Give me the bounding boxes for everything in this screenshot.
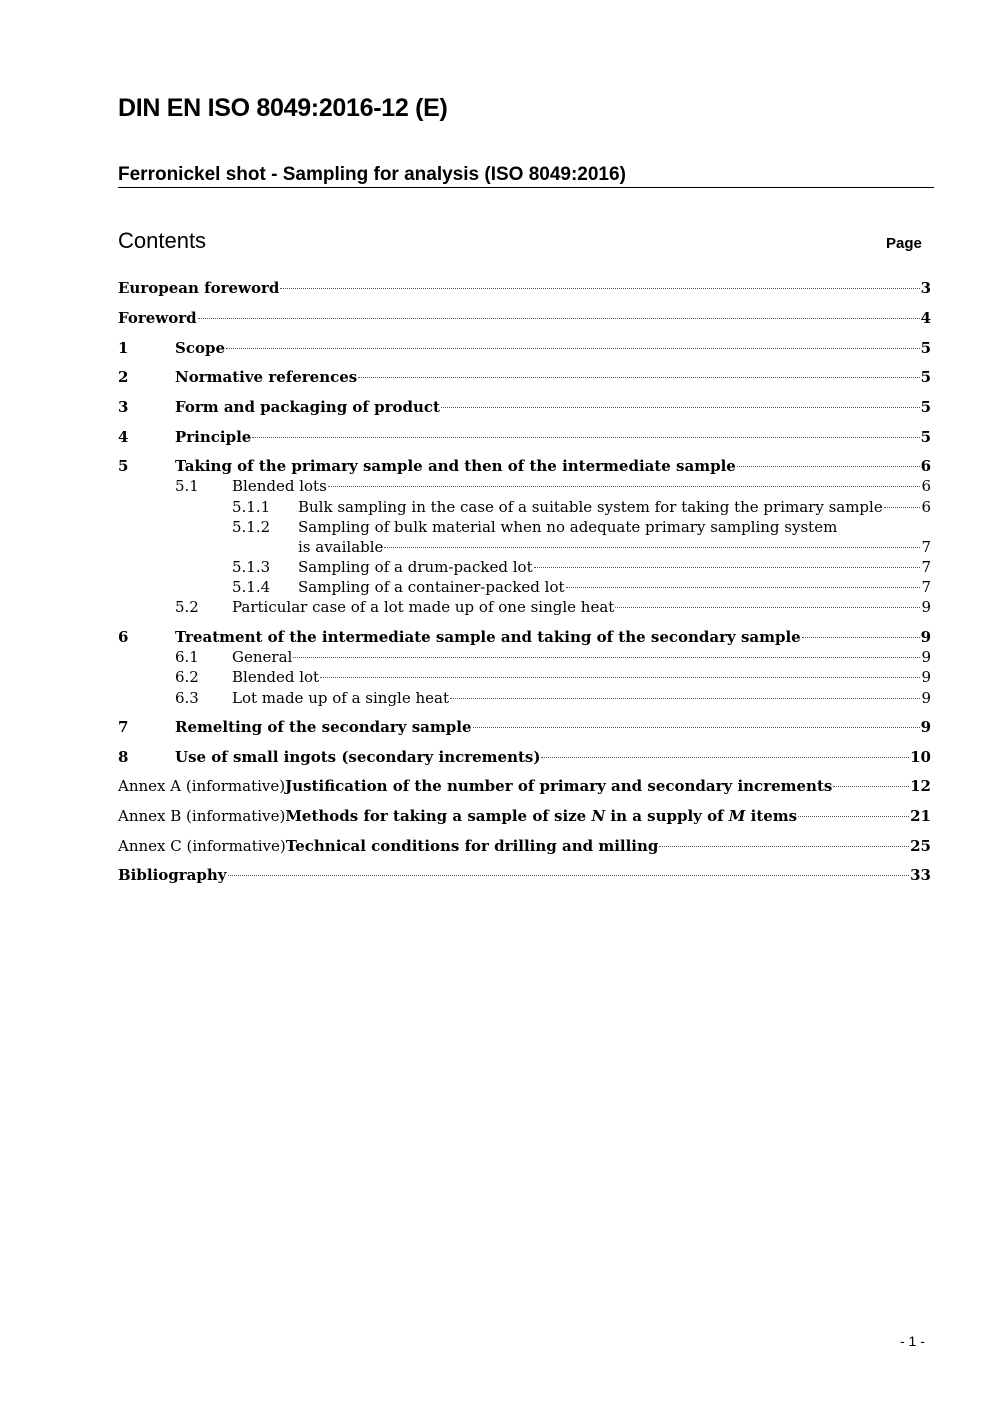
toc-section-number: 5.1.3 [232,558,271,576]
toc-entry-drum-packed-lot[interactable] [0,557,992,577]
toc-entry-title: Remelting of the secondary sample [175,718,472,736]
dot-leader [450,698,920,699]
toc-entry-title-line-1: Sampling of bulk material when no adequate primary sampling system [298,518,838,536]
toc-page-number: 7 [921,578,931,596]
toc-entry-title: Treatment of the intermediate sample and taking of the secondary sample [175,628,801,646]
toc-page-number: 5 [920,368,931,386]
toc-page-number: 33 [910,866,931,884]
toc-entry-title: Blended lots [232,477,327,495]
annex-prefix: Annex C (informative) [118,837,286,855]
toc-page-number: 4 [920,309,931,327]
toc-entry-title: Use of small ingots (secondary increments) [175,748,541,766]
toc-entry-single-heat-lot[interactable] [0,597,992,617]
toc-entry-european-foreword[interactable] [0,278,992,298]
toc-page-number: 7 [921,538,931,556]
toc-section-number: 5 [118,457,129,475]
toc-entry-title-part-1: Methods for taking a sample of size [285,807,592,825]
toc-section-number: 1 [118,339,129,357]
toc-page-number: 5 [920,398,931,416]
dot-leader [252,437,919,438]
toc-section-number: 6.2 [175,668,199,686]
toc-entry-title-line-2: is available [298,538,384,556]
toc-section-number: 6.1 [175,648,199,666]
toc-entry-principle[interactable] [0,427,992,447]
dot-leader [226,348,920,349]
dot-leader [737,466,920,467]
toc-page-number: 9 [921,598,931,616]
variable-n: N [591,807,606,825]
toc-entry-title: Lot made up of a single heat [232,689,450,707]
toc-page-number: 10 [910,748,931,766]
toc-entry-title-part-3: items [745,807,798,825]
toc-entry-general[interactable] [0,647,992,667]
toc-entry-annex-c[interactable] [0,836,992,856]
toc-entry-title: Particular case of a lot made up of one single heat [232,598,615,616]
toc-entry-title: Principle [175,428,252,446]
toc-page-number: 5 [920,428,931,446]
toc-entry-title: Sampling of a drum-packed lot [298,558,533,576]
dot-leader [541,757,909,758]
toc-page-number: 6 [920,457,931,475]
toc-section-number: 8 [118,748,129,766]
toc-section-number: 4 [118,428,129,446]
toc-entry-small-ingots[interactable] [0,747,992,767]
toc-page-number: 5 [920,339,931,357]
toc-entry-blended-lots[interactable] [0,476,992,496]
toc-section-number: 6 [118,628,129,646]
dot-leader [534,567,921,568]
toc-section-number: 5.2 [175,598,199,616]
toc-entry-title: Normative references [175,368,358,386]
toc-entry-scope[interactable] [0,338,992,358]
dot-leader [884,507,921,508]
dot-leader [441,407,920,408]
toc-section-number: 5.1 [175,477,199,495]
toc-entry-remelting[interactable] [0,717,992,737]
dot-leader [473,727,920,728]
toc-entry-title: Scope [175,339,226,357]
toc-entry-title: Bibliography [118,866,227,884]
dot-leader [280,288,919,289]
dot-leader [798,816,909,817]
toc-page-number: 6 [921,477,931,495]
toc-entry-bulk-material-no-adequate-system[interactable] [0,517,992,557]
toc-entry-title: Technical conditions for drilling and milling [285,837,659,855]
toc-entry-annex-a[interactable] [0,776,992,796]
contents-heading: Contents [118,228,207,253]
toc-page-number: 12 [910,777,931,795]
toc-page-number: 9 [921,689,931,707]
dot-leader [320,677,920,678]
toc-section-number: 5.1.2 [232,518,271,536]
toc-section-number: 7 [118,718,129,736]
toc-entry-title: Justification of the number of primary and secondary increments [285,777,833,795]
toc-entry-title-part-2: in a supply of [605,807,729,825]
toc-page-number: 9 [921,648,931,666]
page-footer-number: - 1 - [900,1333,925,1349]
toc-entry-foreword[interactable] [0,308,992,328]
toc-section-number: 3 [118,398,129,416]
toc-entry-title: Sampling of a container-packed lot [298,578,565,596]
toc-entry-form-and-packaging[interactable] [0,397,992,417]
toc-page-number: 9 [920,628,931,646]
dot-leader [802,637,920,638]
toc-entry-annex-b[interactable] [0,806,992,826]
toc-section-number: 5.1.4 [232,578,271,596]
dot-leader [615,607,920,608]
toc-entry-treatment-intermediate-sample[interactable] [0,627,992,647]
document-subtitle: Ferronickel shot - Sampling for analysis (ISO 8049:2016) [118,164,934,188]
dot-leader [228,875,910,876]
document-title: DIN EN ISO 8049:2016-12 (E) [118,94,448,122]
toc-entry-title: General [232,648,293,666]
annex-prefix: Annex B (informative) [118,807,286,825]
toc-section-number: 5.1.1 [232,498,271,516]
dot-leader [328,486,921,487]
annex-prefix: Annex A (informative) [118,777,286,795]
toc-entry-title: Blended lot [232,668,320,686]
toc-entry-bulk-sampling-suitable-system[interactable] [0,497,992,517]
toc-section-number: 2 [118,368,129,386]
toc-entry-container-packed-lot[interactable] [0,577,992,597]
dot-leader [833,786,909,787]
toc-entry-title: Foreword [118,309,197,327]
dot-leader [358,377,919,378]
toc-page-number: 7 [921,558,931,576]
toc-entry-lot-single-heat[interactable] [0,688,992,708]
toc-entry-title: Form and packaging of product [175,398,440,416]
toc-page-number: 9 [920,718,931,736]
toc-entry-blended-lot[interactable] [0,667,992,687]
toc-page-number: 21 [910,807,931,825]
page-column-heading: Page [886,235,922,252]
toc-page-number: 25 [910,837,931,855]
toc-section-number: 6.3 [175,689,199,707]
dot-leader [198,318,920,319]
toc-entry-title: Taking of the primary sample and then of the intermediate sample [175,457,736,475]
toc-page-number: 6 [921,498,931,516]
toc-entry-taking-primary-sample[interactable] [0,456,992,476]
toc-entry-title: Bulk sampling in the case of a suitable system for taking the primary sample [298,498,883,516]
dot-leader [566,587,921,588]
dot-leader [293,657,920,658]
toc-entry-bibliography[interactable] [0,865,992,885]
dot-leader [384,547,920,548]
toc-entry-title: European foreword [118,279,280,297]
variable-m: M [728,807,746,825]
toc-page-number: 9 [921,668,931,686]
toc-page-number: 3 [920,279,931,297]
dot-leader [659,846,909,847]
toc-entry-normative-references[interactable] [0,367,992,387]
